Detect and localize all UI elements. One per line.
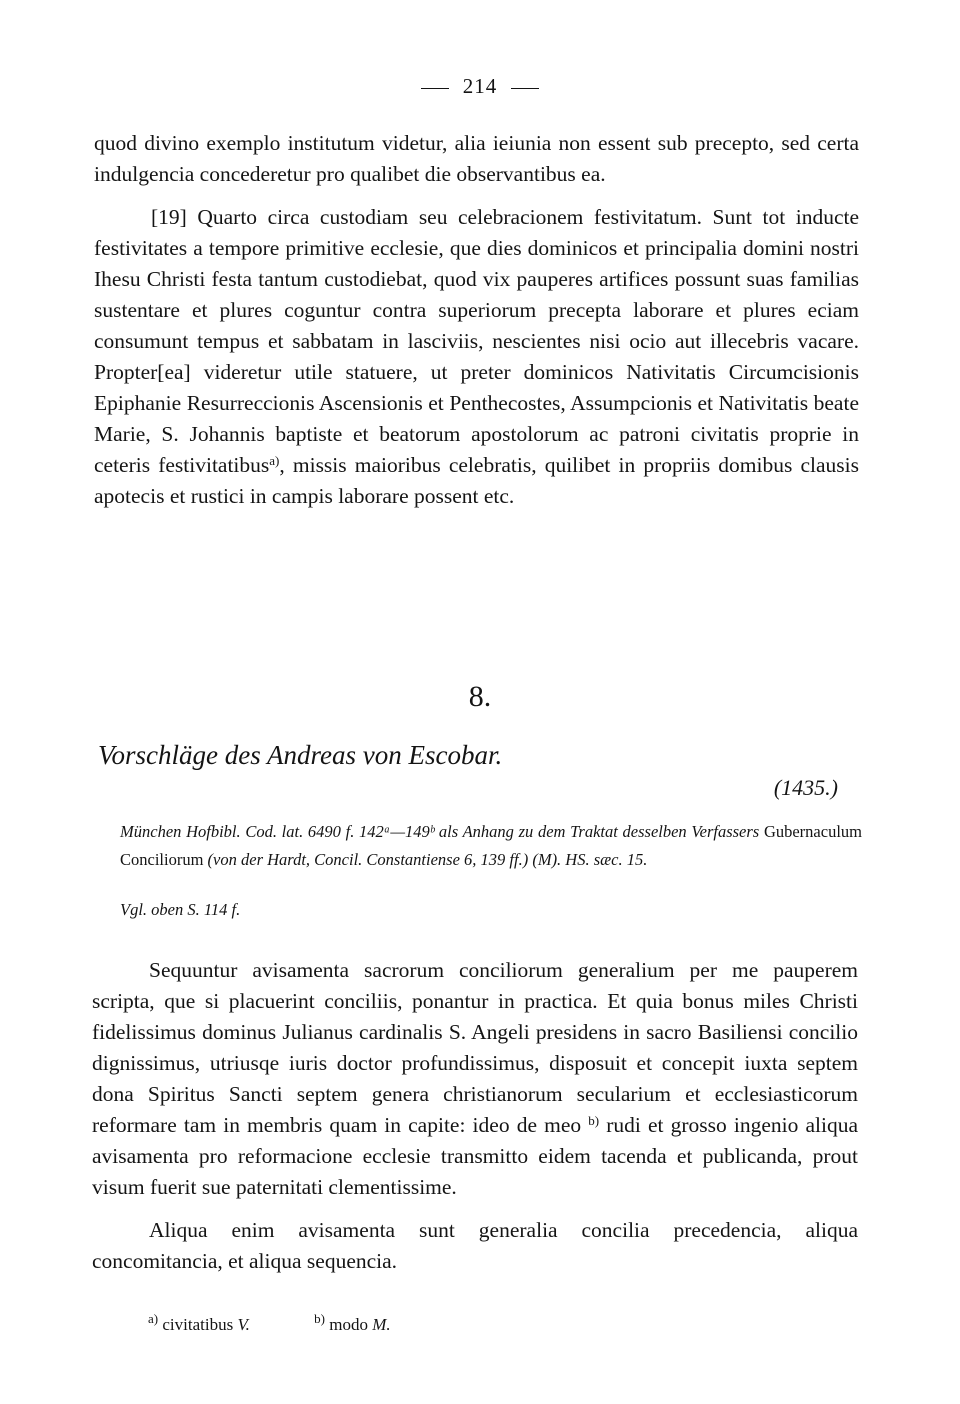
dash-right [511, 88, 539, 89]
footnote-a-text: civitatibus [162, 1315, 234, 1334]
source-note-roman: Gubernaculum Conciliorum [120, 822, 862, 869]
footnote-ref-b: b) [588, 1113, 600, 1128]
paragraph-3 [92, 955, 858, 1203]
section-number: 8. [468, 680, 492, 713]
footnote-b-mark: b) [314, 1311, 325, 1326]
paragraph-2 [94, 202, 859, 512]
footnote-a-mark: a) [148, 1311, 159, 1326]
source-note-text-end: (von der Hardt, Concil. Constantiense 6, 139 ff.) (M). HS. sæc. 15. [207, 850, 648, 869]
dash-left [421, 88, 449, 89]
paragraph-2-text-end: , missis maioribus celebratis, quilibet in propriis domibus clausis apotecis et rustici in campis laborare possent etc. [94, 453, 859, 508]
source-note-text: München Hofbibl. Cod. lat. 6490 f. 142ᵃ—149ᵇ als Anhang zu dem Traktat desselben Verfassers [120, 822, 760, 841]
footnote-b-siglum: M. [372, 1315, 391, 1334]
section-title: Vorschläge des Andreas von Escobar. [98, 740, 503, 770]
footnote-ref-a: a) [269, 453, 280, 468]
paragraph-3-text: Sequuntur avisamenta sacrorum conciliorum generalium per me pauperem scripta, que si placuerint conciliis, ponantur in practica. Et quia bonus miles Christi fidelissimus dominus Julianus cardinalis S. Angeli presidens in sacro Basiliensi concilio dignissimus, utriusqe iuris doctor profundissimus, disposuit et concepit iuxta septem dona Spiritus Sancti septem genera christianorum secularium et ecclesiasticorum reformare tam in membris quam in capite: ideo de meo [92, 958, 858, 1137]
body-text-bottom [92, 955, 858, 1277]
footnote-a [148, 1311, 250, 1334]
footnotes [148, 1311, 451, 1335]
footnote-b [314, 1311, 391, 1334]
section-date: (1435.) [773, 775, 838, 800]
source-note [120, 818, 862, 874]
cross-reference: Vgl. oben S. 114 f. [120, 900, 241, 919]
paragraph-1: quod divino exemplo institutum videtur, alia ieiunia non essent sub precepto, sed certa indulgencia concederetur pro qualibet die observantibus ea. [94, 131, 859, 186]
paragraph-4: Aliqua enim avisamenta sunt generalia concilia precedencia, aliqua concomitancia, et aliqua sequencia. [92, 1218, 858, 1273]
paragraph-2-text: [19] Quarto circa custodiam seu celebracionem festivitatum. Sunt tot inducte festivitates a tempore primitive ecclesie, que dies dominicos et principalia domini nostri Ihesu Christi festa tantum custodiebat, quod vix pauperes artifices possunt suas familias sustentare et plures coguntur contra superiorum precepta laborare et plures eciam consumunt tempus et sabbatam in lasciviis, nescientes nisi ocio aut illecebris vacare. Propter[ea] videretur utile statuere, ut preter dominicos Nativitatis Circumcisionis Epiphanie Resurreccionis Ascensionis et Penthecostes, Assumpcionis et Nativitatis beate Marie, S. Johannis baptiste et beatorum apostolorum ac patroni civitatis proprie in ceteris festivitatibus [94, 205, 859, 477]
footnote-b-text: modo [329, 1315, 368, 1334]
body-text-top [94, 128, 859, 512]
paragraph-3-text-end: rudi et grosso ingenio aliqua avisamenta pro reformacione ecclesie transmitto eidem tacenda et publicanda, prout visum fuerit sue paternitati clementissime. [92, 1113, 858, 1199]
page-number: 214 [462, 74, 498, 98]
page-number-line [0, 74, 960, 99]
footnote-a-siglum: V. [237, 1315, 250, 1334]
